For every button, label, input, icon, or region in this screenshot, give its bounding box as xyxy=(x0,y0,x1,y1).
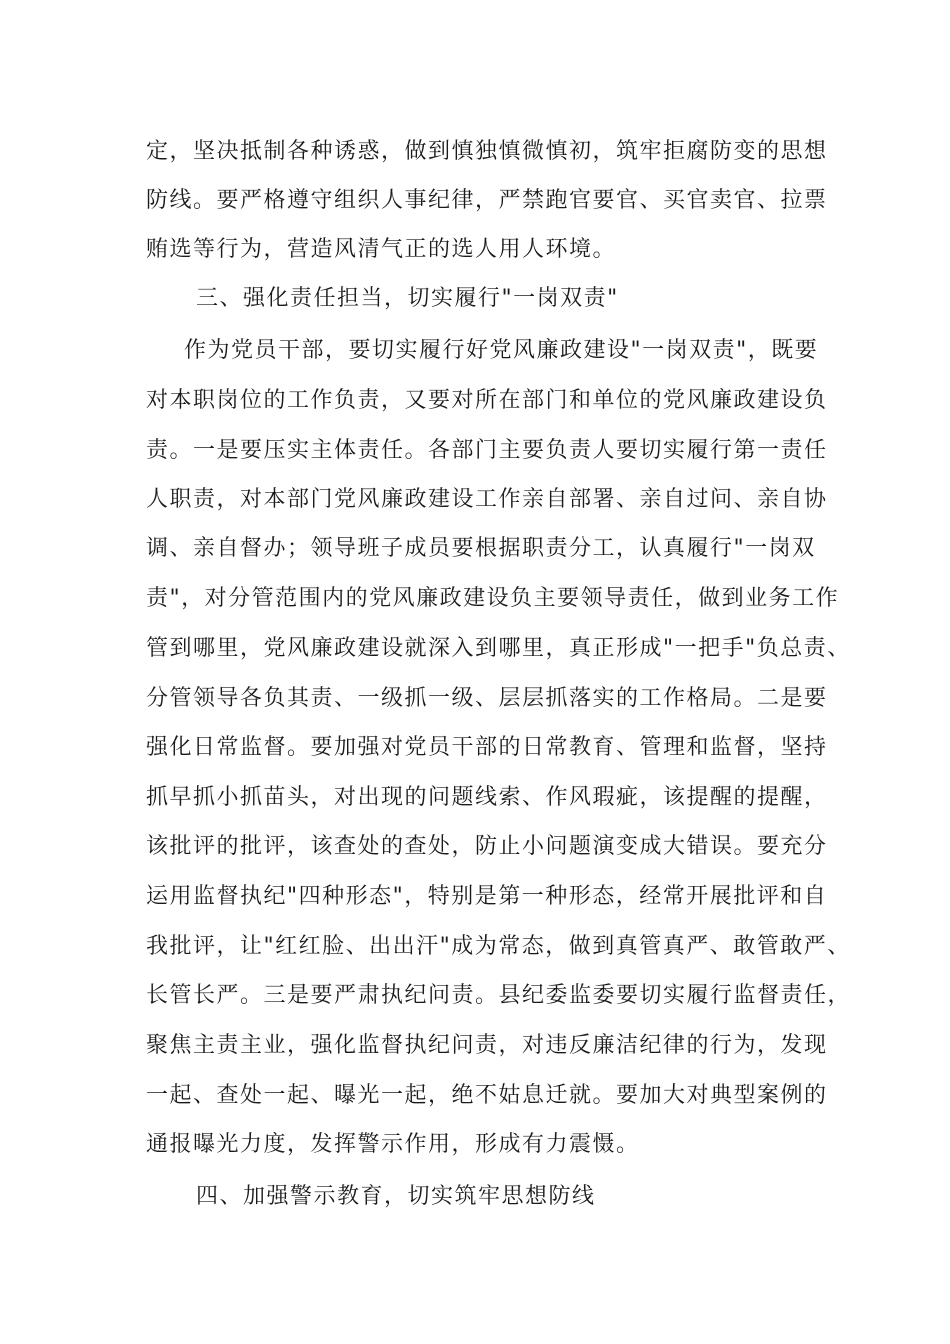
body-text-line: 防线。要严格遵守组织人事纪律，严禁跑官要官、买官卖官、拉票 xyxy=(146,188,828,213)
body-text-line: 责"，对分管范围内的党风廉政建设负主要领导责任，做到业务工作 xyxy=(146,586,840,611)
body-text-line: 聚焦主责主业，强化监督执纪问责，对违反廉洁纪律的行为，发现 xyxy=(146,1033,828,1058)
body-text-line: 强化日常监督。要加强对党员干部的日常教育、管理和监督，坚持 xyxy=(146,735,828,760)
body-text-line: 该批评的批评，该查处的查处，防止小问题演变成大错误。要充分 xyxy=(146,834,828,859)
section-heading: 四、加强警示教育，切实筑牢思想防线 xyxy=(196,1184,596,1209)
body-text-line: 抓早抓小抓苗头，对出现的问题线索、作风瑕疵，该提醒的提醒， xyxy=(146,785,828,810)
body-text-line: 贿选等行为，营造风清气正的选人用人环境。 xyxy=(146,237,617,262)
body-text-line: 一起、查处一起、曝光一起，绝不姑息迁就。要加大对典型案例的 xyxy=(146,1083,828,1108)
paragraph-first-line: 作为党员干部，要切实履行好党风廉政建设"一岗双责"，既要 xyxy=(184,338,819,363)
body-text-line: 我批评，让"红红脸、出出汗"成为常态，做到真管真严、敢管敢严、 xyxy=(146,934,851,959)
body-text-line: 通报曝光力度，发挥警示作用，形成有力震慑。 xyxy=(146,1132,640,1157)
body-text-line: 分管领导各负其责、一级抓一级、层层抓落实的工作格局。二是要 xyxy=(146,686,828,711)
body-text-line: 对本职岗位的工作负责，又要对所在部门和单位的党风廉政建设负 xyxy=(146,388,828,413)
body-text-line: 长管长严。三是要严肃执纪问责。县纪委监委要切实履行监督责任， xyxy=(146,983,852,1008)
body-text-line: 管到哪里，党风廉政建设就深入到哪里，真正形成"一把手"负总责、 xyxy=(146,636,851,661)
body-text-line: 人职责，对本部门党风廉政建设工作亲自部署、亲自过问、亲自协 xyxy=(146,487,828,512)
body-text-line: 调、亲自督办；领导班子成员要根据职责分工，认真履行"一岗双 xyxy=(146,536,816,561)
body-text-line: 定，坚决抵制各种诱惑，做到慎独慎微慎初，筑牢拒腐防变的思想 xyxy=(146,139,828,164)
body-text-line: 责。一是要压实主体责任。各部门主要负责人要切实履行第一责任 xyxy=(146,438,828,463)
body-text-line: 运用监督执纪"四种形态"，特别是第一种形态，经常开展批评和自 xyxy=(146,884,828,909)
section-heading: 三、强化责任担当，切实履行"一岗双责" xyxy=(196,286,619,311)
